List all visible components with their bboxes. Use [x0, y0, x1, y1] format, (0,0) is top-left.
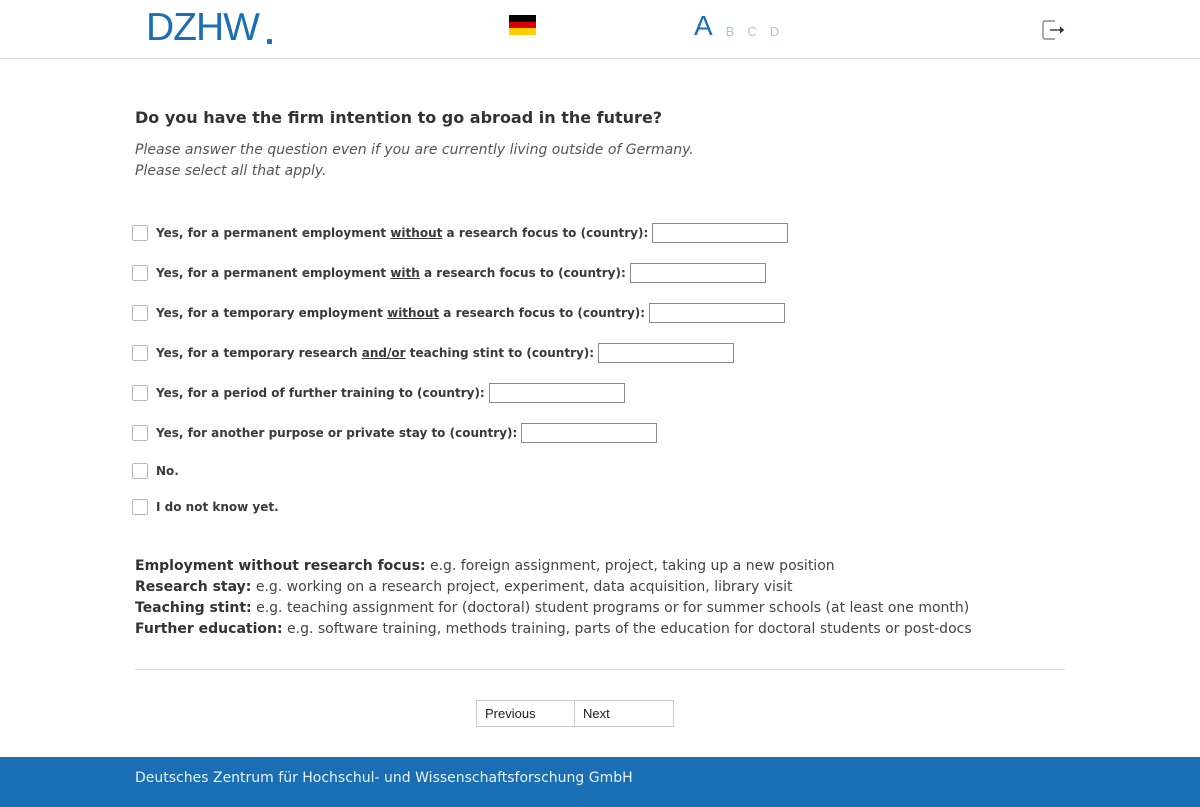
font-size-d[interactable]: D	[769, 24, 780, 39]
footer	[0, 757, 1200, 807]
logout-icon[interactable]	[1041, 19, 1065, 41]
note-term: Further education:	[135, 621, 283, 637]
footer-text: Deutsches Zentrum für Hochschul- und Wissenschaftsforschung GmbH	[135, 770, 633, 786]
checkbox[interactable]	[132, 425, 148, 441]
definitions-notes	[135, 556, 972, 640]
font-size-a[interactable]: A	[694, 10, 713, 41]
header	[0, 0, 1200, 59]
question-instruction: Please answer the question even if you are currently living outside of Germany.	[135, 142, 694, 158]
country-input[interactable]	[489, 383, 625, 403]
logo-text: DZHW	[146, 6, 259, 49]
next-button[interactable]: Next	[575, 700, 674, 727]
flag-stripe-gold	[509, 28, 536, 35]
german-flag-icon[interactable]	[509, 15, 536, 35]
option-permanent-without-research	[132, 223, 788, 243]
checkbox[interactable]	[132, 385, 148, 401]
option-other-purpose	[132, 423, 657, 443]
note-line	[135, 598, 972, 619]
font-size-b[interactable]: B	[725, 24, 735, 39]
option-research-teaching-stint	[132, 343, 734, 363]
note-term: Employment without research focus:	[135, 558, 426, 574]
option-label[interactable]: Yes, for a temporary research and/or teaching stint to (country):	[156, 346, 595, 360]
note-term: Teaching stint:	[135, 600, 252, 616]
dzhw-logo[interactable]	[146, 8, 259, 48]
logo-dot	[267, 39, 272, 44]
note-term: Research stay:	[135, 579, 252, 595]
country-input[interactable]	[630, 263, 766, 283]
option-label[interactable]: No.	[156, 464, 179, 478]
font-size-selector	[694, 10, 792, 40]
note-line	[135, 556, 972, 577]
country-input[interactable]	[598, 343, 734, 363]
note-line	[135, 577, 972, 598]
country-input[interactable]	[652, 223, 788, 243]
checkbox[interactable]	[132, 463, 148, 479]
checkbox[interactable]	[132, 265, 148, 281]
option-no	[132, 461, 179, 481]
previous-button[interactable]: Previous	[476, 700, 575, 727]
option-label[interactable]: Yes, for a permanent employment with a research focus to (country):	[156, 266, 626, 280]
option-temporary-without-research	[132, 303, 785, 323]
note-text: e.g. foreign assignment, project, taking up a new position	[425, 558, 835, 574]
option-label[interactable]: I do not know yet.	[156, 500, 279, 514]
checkbox[interactable]	[132, 225, 148, 241]
option-label[interactable]: Yes, for a period of further training to (country):	[156, 386, 485, 400]
flag-stripe-red	[509, 22, 536, 29]
checkbox[interactable]	[132, 499, 148, 515]
checkbox[interactable]	[132, 345, 148, 361]
note-text: e.g. working on a research project, experiment, data acquisition, library visit	[251, 579, 793, 595]
flag-stripe-black	[509, 15, 536, 22]
option-permanent-with-research	[132, 263, 766, 283]
option-do-not-know	[132, 497, 279, 517]
option-label[interactable]: Yes, for a permanent employment without a research focus to (country):	[156, 226, 649, 240]
note-line	[135, 619, 972, 640]
question-instruction-select: Please select all that apply.	[135, 163, 327, 179]
option-further-training	[132, 383, 625, 403]
divider	[135, 669, 1065, 670]
note-text: e.g. teaching assignment for (doctoral) student programs or for summer schools (at least one month)	[251, 600, 970, 616]
country-input[interactable]	[521, 423, 657, 443]
option-label[interactable]: Yes, for a temporary employment without a research focus to (country):	[156, 306, 646, 320]
font-size-c[interactable]: C	[747, 24, 757, 39]
option-label[interactable]: Yes, for another purpose or private stay to (country):	[156, 426, 518, 440]
note-text: e.g. software training, methods training, parts of the education for doctoral students or post-docs	[282, 621, 972, 637]
checkbox[interactable]	[132, 305, 148, 321]
question-title: Do you have the firm intention to go abroad in the future?	[135, 108, 663, 127]
page-navigation	[476, 700, 674, 727]
country-input[interactable]	[649, 303, 785, 323]
